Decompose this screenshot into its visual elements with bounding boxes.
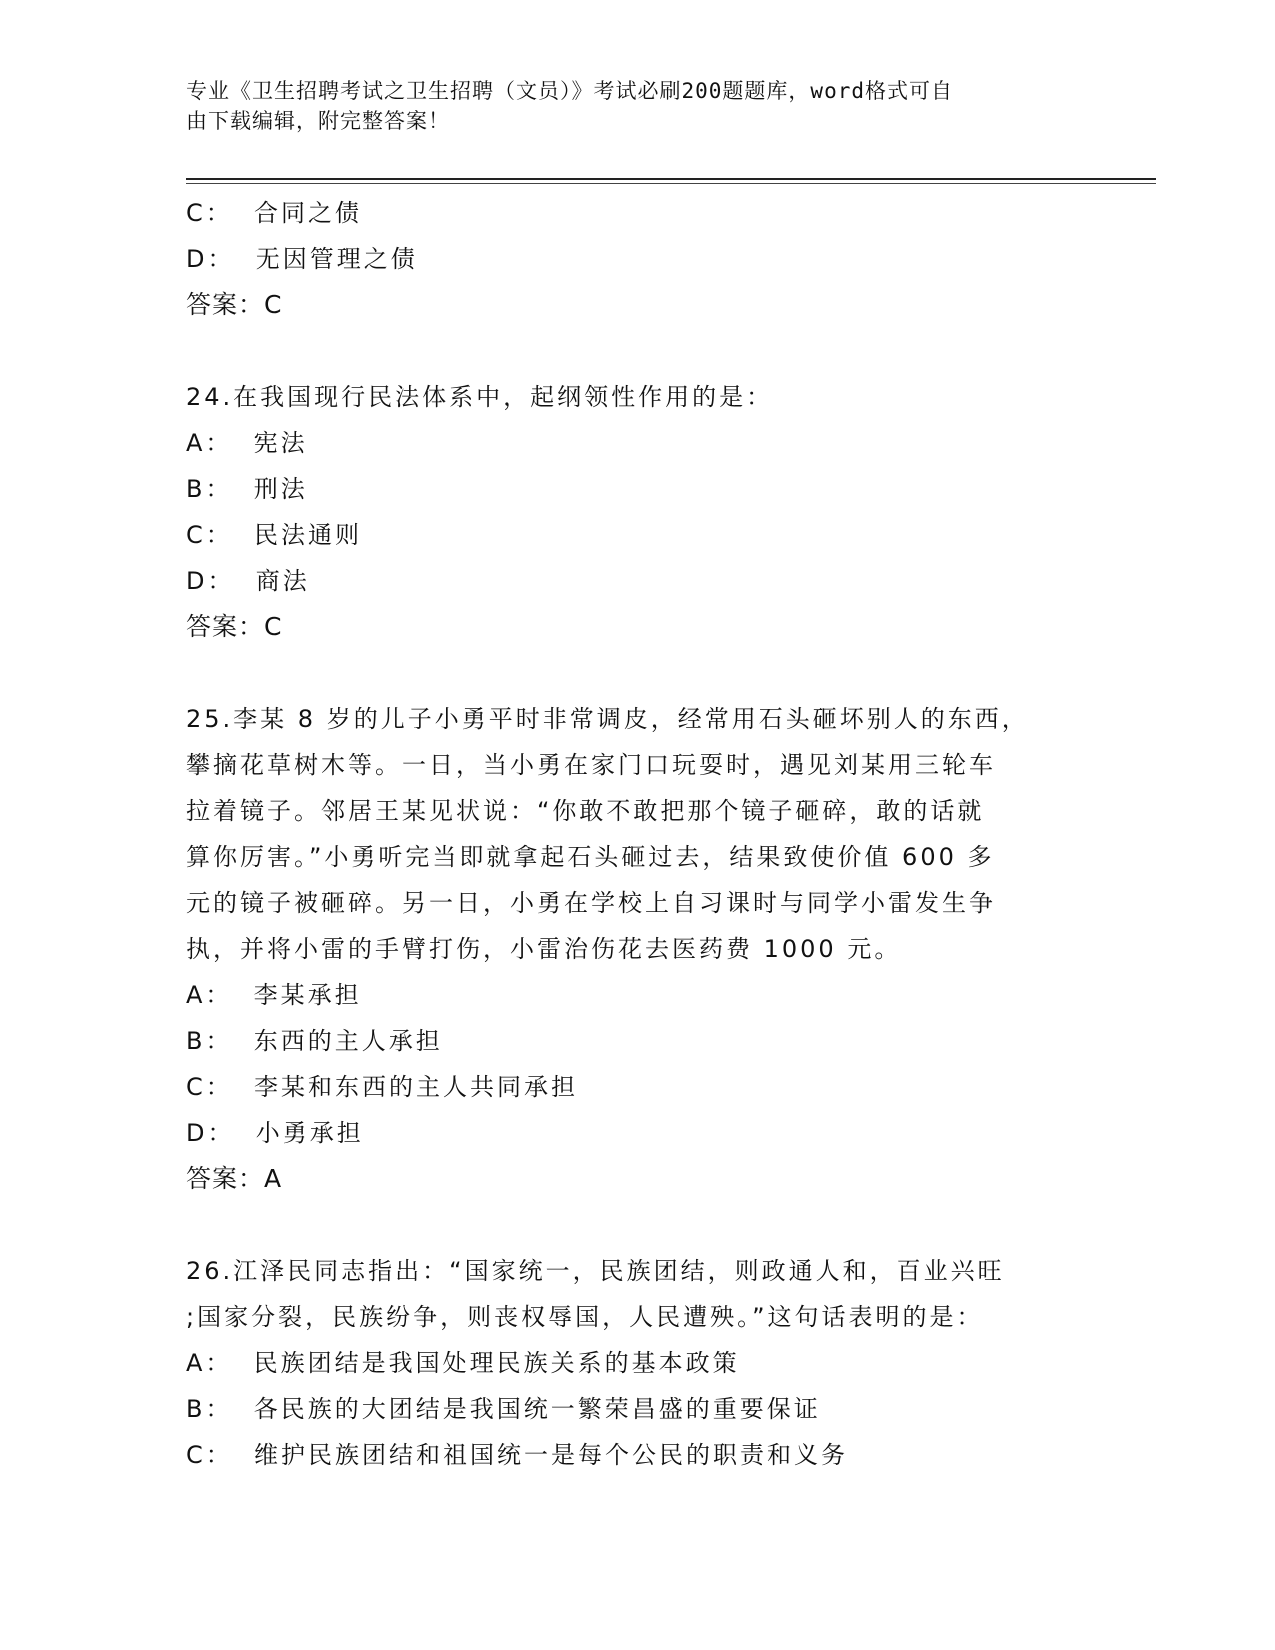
question-25 (186, 696, 1086, 1202)
option-b: B： 各民族的大团结是我国统一繁荣昌盛的重要保证 (186, 1395, 821, 1423)
question-26 (186, 1248, 1086, 1478)
option-c: C： 民法通则 (186, 521, 363, 549)
spacer (186, 328, 1086, 374)
question-stem-line: 元的镜子被砸碎。另一日，小勇在学校上自习课时与同学小雷发生争 (186, 889, 996, 917)
question-stem-line: 执，并将小雷的手臂打伤，小雷治伤花去医药费 1000 元。 (186, 935, 902, 963)
question-stem-line: 攀摘花草树木等。一日，当小勇在家门口玩耍时，遇见刘某用三轮车 (186, 751, 996, 779)
option-d: D： 商法 (186, 567, 310, 595)
option-d: D： 小勇承担 (186, 1119, 364, 1147)
option-a: A： 李某承担 (186, 981, 362, 1009)
header-line-2: 由下载编辑，附完整答案！ (186, 109, 450, 133)
spacer (186, 1202, 1086, 1248)
option-b: B： 刑法 (186, 475, 308, 503)
option-a: A： 民族团结是我国处理民族关系的基本政策 (186, 1349, 740, 1377)
question-stem: 24.在我国现行民法体系中，起纲领性作用的是： (186, 383, 774, 411)
header-divider (186, 178, 1156, 180)
header-divider-thin (186, 183, 1156, 184)
question-stem-line: 算你厉害。”小勇听完当即就拿起石头砸过去，结果致使价值 600 多 (186, 843, 995, 871)
option-a: A： 宪法 (186, 429, 308, 457)
answer: 答案：C (186, 290, 283, 319)
question-list (186, 190, 1086, 1478)
answer: 答案：A (186, 1164, 283, 1193)
option-c: C： 维护民族团结和祖国统一是每个公民的职责和义务 (186, 1441, 849, 1469)
document-header (186, 76, 1076, 136)
option-c: C： 李某和东西的主人共同承担 (186, 1073, 579, 1101)
question-stem-line: ;国家分裂，民族纷争，则丧权辱国，人民遭殃。”这句话表明的是： (186, 1303, 984, 1331)
option-b: B： 东西的主人承担 (186, 1027, 443, 1055)
spacer (186, 650, 1086, 696)
option-d: D： 无因管理之债 (186, 245, 418, 273)
question-stem-line: 26.江泽民同志指出：“国家统一，民族团结，则政通人和，百业兴旺 (186, 1257, 1005, 1285)
header-line-1: 专业《卫生招聘考试之卫生招聘（文员）》考试必刷200题题库，word格式可自 (186, 79, 953, 103)
question-stem-line: 25.李某 8 岁的儿子小勇平时非常调皮，经常用石头砸坏别人的东西， (186, 705, 1029, 733)
question-stem-line: 拉着镜子。邻居王某见状说：“你敢不敢把那个镜子砸碎，敢的话就 (186, 797, 985, 825)
answer: 答案：C (186, 612, 283, 641)
question-24 (186, 374, 1086, 650)
option-c: C： 合同之债 (186, 199, 363, 227)
question-23-tail (186, 190, 1086, 328)
